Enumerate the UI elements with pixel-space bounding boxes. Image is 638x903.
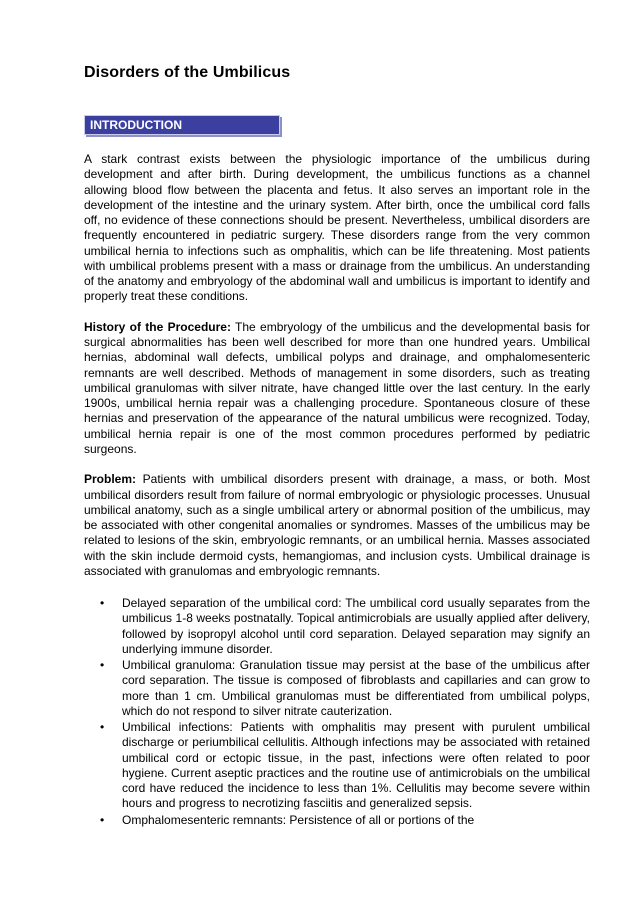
bullet-icon: • [100,596,105,610]
list-item [84,658,590,719]
list-item-text: Omphalomesenteric remnants: Persistence of all or portions of the [122,812,475,827]
list-item [84,813,590,828]
problem-label: Problem: [84,472,137,487]
history-paragraph [84,320,590,457]
list-item [84,596,590,657]
list-item [84,720,590,812]
history-text: The embryology of the umbilicus and the developmental basis for surgical abnormalities has been well described for more than one hundred years. Umbilical hernias, abdominal wall defects, umbilical polyps and drainage, and omphalomesenteric remnants are well described. Methods of management in some disorders, such as treating umbilical granulomas with silver nitrate, have changed little over the last century. In the early 1900s, umbilical hernia repair was a challenging procedure. Spontaneous closure of these hernias and preservation of the appearance of the natural umbilicus were recognized. Today, umbilical hernia repair is one of the most common procedures performed by pediatric surgeons. [84,319,590,456]
document-body [84,152,590,829]
bullet-icon: • [100,812,105,827]
document-title: Disorders of the Umbilicus [84,64,291,81]
list-item-text: Umbilical infections: Patients with omphalitis may present with purulent umbilical discharge or periumbilical cellulitis. Although infections may be associated with retained umbilical cord or ectopic tissue, in the past, infections were often related to poor hygiene. Current aseptic practices and the routine use of antimicrobials on the umbilical cord have reduced the incidence to less than 1%. Cellulitis may become severe within hours and progress to necrotizing fasciitis and generalized sepsis. [122,720,590,811]
history-label: History of the Procedure: [84,319,231,334]
list-item-text: Umbilical granuloma: Granulation tissue may persist at the base of the umbilicus after cord separation. The tissue is composed of fibroblasts and capillaries and can grow to more than 1 cm. Umbilical granulomas must be differentiated from umbilical polyps, which do not respond to silver nitrate cauterization. [122,658,590,718]
list-item-text: Delayed separation of the umbilical cord: The umbilical cord usually separates from the umbilicus 1-8 weeks postnatally. Topical antimicrobials are usually applied after delivery, followed by isopropyl alcohol until cord separation. Delayed separation may signify an underlying immune disorder. [122,596,590,656]
problem-text: Patients with umbilical disorders present with drainage, a mass, or both. Most umbilical disorders result from failure of normal embryologic or physiologic processes. Unusual umbilical anatomy, such as a single umbilical artery or abnormal position of the umbilicus, may be associated with other congenital anomalies or syndromes. Masses of the umbilicus may be related to lesions of the skin, embryologic remnants, or an umbilical hernia. Masses associated with the skin include dermoid cysts, hemangiomas, and inclusion cysts. Umbilical drainage is associated with granulomas and embryologic remnants. [84,472,590,578]
intro-paragraph: A stark contrast exists between the physiologic importance of the umbilicus during development and after birth. During development, the umbilicus functions as a channel allowing blood flow between the placenta and fetus. It also serves an important role in the development of the intestine and the urinary system. After birth, once the umbilical cord falls off, no evidence of these connections should be present. Nevertheless, umbilical disorders are frequently encountered in pediatric surgery. These disorders range from the very common umbilical hernia to infections such as omphalitis, which can be life threatening. Most patients with umbilical problems present with a mass or drainage from the umbilicus. An understanding of the anatomy and embryology of the abdominal wall and umbilicus is important to identify and properly treat these conditions. [84,152,590,304]
bullet-icon: • [100,720,105,734]
conditions-list [84,596,590,828]
section-heading-introduction: INTRODUCTION [84,115,280,135]
bullet-icon: • [100,658,105,672]
problem-paragraph [84,472,590,579]
